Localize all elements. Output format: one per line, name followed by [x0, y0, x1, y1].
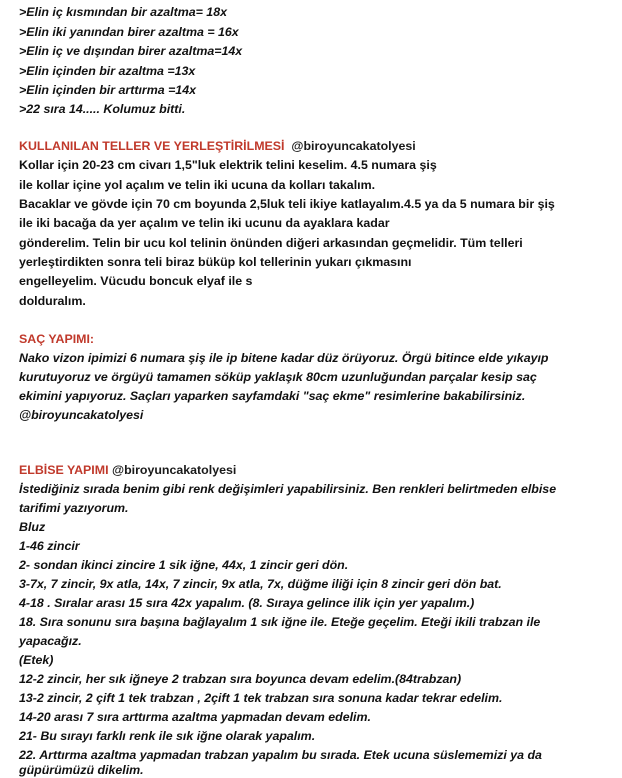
text-line: >Elin iki yanından birer azaltma = 16x: [19, 25, 239, 39]
text-line: ekimini yapıyoruz. Saçları yaparken sayfamdaki "saç ekme" resimlerine bakabilirsiniz.: [19, 389, 526, 403]
text-line: 2- sondan ikinci zincire 1 sik iğne, 44x, 1 zincir geri dön.: [19, 558, 349, 572]
text-line: 18. Sıra sonunu sıra başına bağlayalım 1 sık iğne ile. Eteğe geçelim. Eteği ikili trabzan ile: [19, 615, 541, 629]
text-line: Kollar için 20-23 cm civarı 1,5"luk elektrik telini keselim. 4.5 numara şiş: [19, 158, 437, 172]
text-line: 3-7x, 7 zincir, 9x atla, 14x, 7 zincir, 9x atla, 7x, düğme iliği için 8 zincir geri dön bat.: [19, 577, 502, 591]
text-line: (Etek): [19, 653, 54, 667]
text-line: dolduralım.: [19, 294, 86, 308]
text-line: yapacağız.: [19, 634, 82, 648]
text-line: Bacaklar ve gövde için 70 cm boyunda 2,5luk teli ikiye katlayalım.4.5 ya da 5 numara bir şiş: [19, 197, 555, 211]
section-heading-row: [19, 462, 236, 478]
text-line: 4-18 . Sıralar arası 15 sıra 42x yapalım. (8. Sıraya gelince ilik için yer yapalım.): [19, 596, 475, 610]
section-heading: KULLANILAN TELLER VE YERLEŞTİRİLMESİ: [19, 139, 285, 153]
section-heading-row: [19, 138, 416, 154]
text-line: 14-20 arası 7 sıra arttırma azaltma yapmadan devam edelim.: [19, 710, 371, 724]
text-line: güpürümüzü dikelim.: [19, 763, 144, 777]
text-line: kurutuyoruz ve örgüyü tamamen söküp yaklaşık 80cm uzunluğundan parçalar kesip saç: [19, 370, 537, 384]
text-line: 22. Arttırma azaltma yapmadan trabzan yapalım bu sırada. Etek ucuna süslememizi ya da: [19, 748, 542, 762]
text-line: ile iki bacağa da yer açalım ve telin iki ucunu da ayaklara kadar: [19, 216, 390, 230]
section-heading: SAÇ YAPIMI:: [19, 332, 95, 346]
text-line: engelleyelim. Vücudu boncuk elyaf ile s: [19, 274, 253, 288]
text-line: >22 sıra 14..... Kolumuz bitti.: [19, 102, 186, 116]
text-line: 21- Bu sırayı farklı renk ile sık iğne olarak yapalım.: [19, 729, 316, 743]
text-line: İstediğiniz sırada benim gibi renk değişimleri yapabilirsiniz. Ben renkleri belirtmeden elbise: [19, 482, 557, 496]
section-heading: ELBİSE YAPIMI: [19, 463, 109, 477]
text-line: 1-46 zincir: [19, 539, 80, 553]
text-line: 13-2 zincir, 2 çift 1 tek trabzan , 2çift 1 tek trabzan sıra sonuna kadar tekrar edelim.: [19, 691, 503, 705]
text-line: >Elin iç ve dışından birer azaltma=14x: [19, 44, 243, 58]
text-line: Nako vizon ipimizi 6 numara şiş ile ip bitene kadar düz örüyoruz. Örgü bitince elde yıkayıp: [19, 351, 549, 365]
author-handle: @biroyuncakatolyesi: [19, 408, 144, 422]
text-line: tarifimi yazıyorum.: [19, 501, 129, 515]
text-line: >Elin içinden bir arttırma =14x: [19, 83, 196, 97]
text-line: gönderelim. Telin bir ucu kol telinin önünden diğeri arkasından geçmelidir. Tüm telleri: [19, 236, 523, 250]
author-handle: @biroyuncakatolyesi: [291, 139, 416, 153]
text-line: Bluz: [19, 520, 46, 534]
text-line: >Elin içinden bir azaltma =13x: [19, 64, 196, 78]
text-line: ile kollar içine yol açalım ve telin iki ucuna da kolları takalım.: [19, 178, 376, 192]
text-line: 12-2 zincir, her sık iğneye 2 trabzan sıra boyunca devam edelim.(84trabzan): [19, 672, 462, 686]
author-handle: @biroyuncakatolyesi: [111, 463, 237, 477]
text-line: >Elin iç kısmından bir azaltma= 18x: [19, 5, 227, 19]
text-line: yerleştirdikten sonra teli biraz büküp kol tellerinin yukarı çıkmasını: [19, 255, 412, 269]
